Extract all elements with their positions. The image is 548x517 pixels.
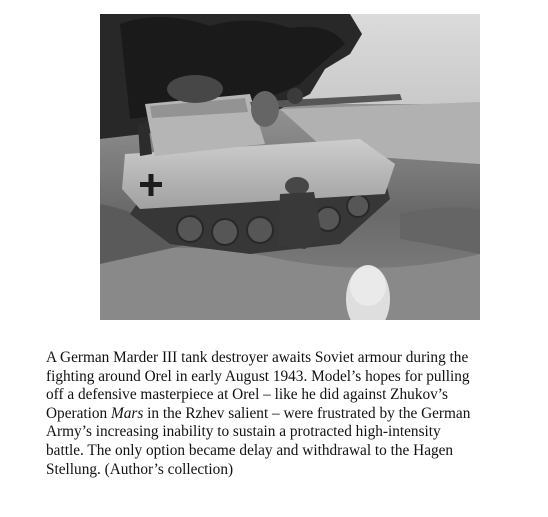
photo-icon [100, 14, 480, 320]
caption-line: Operation Mars in the Rzhev salient – were frustrated by the German [46, 404, 471, 422]
caption-line: A German Marder III tank destroyer awaits Soviet armour during the [46, 349, 469, 366]
tank-photograph [100, 14, 480, 320]
operation-name: Mars [111, 404, 144, 422]
caption-line: off a defensive masterpiece at Orel – like he did against Zhukov’s [46, 386, 448, 404]
caption-line: fighting around Orel in early August 1943. Model’s hopes for pulling [46, 367, 470, 385]
photo-caption [46, 349, 538, 479]
caption-line: battle. The only option became delay and withdrawal to the Hagen [46, 441, 454, 459]
caption-line: Stellung. (Author’s collection) [46, 460, 234, 478]
caption-line: Army’s increasing inability to sustain a protracted high-intensity [46, 423, 441, 441]
